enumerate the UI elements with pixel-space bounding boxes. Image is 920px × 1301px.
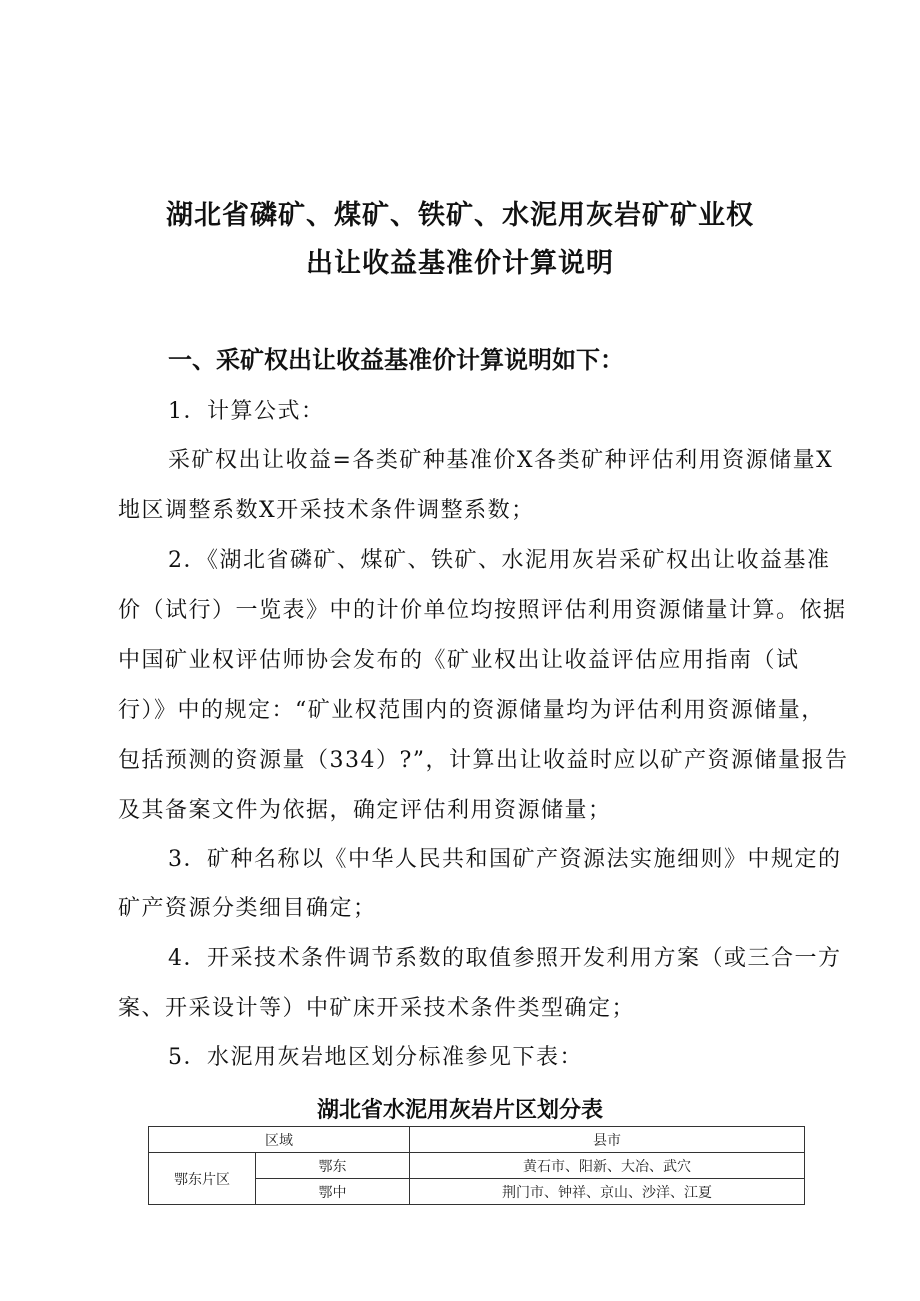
region-table xyxy=(148,1126,805,1205)
county-cell: 黄石市、阳新、大冶、武穴 xyxy=(410,1153,805,1179)
paragraph-line: 中国矿业权评估师协会发布的《矿业权出让收益评估应用指南（试 xyxy=(118,648,800,673)
paragraph-line: 5．水泥用灰岩地区划分标准参见下表： xyxy=(168,1045,583,1070)
table-row xyxy=(149,1153,805,1179)
header-region: 区域 xyxy=(149,1127,410,1153)
paragraph-line: 包括预测的资源量（334）?”，计算出让收益时应以矿产资源储量报告 xyxy=(118,748,849,773)
paragraph-line: 1．计算公式： xyxy=(168,399,325,424)
group-cell: 鄂东片区 xyxy=(149,1153,256,1205)
title-line-1: 湖北省磷矿、煤矿、铁矿、水泥用灰岩矿矿业权 xyxy=(166,200,754,231)
paragraph-line: 2．《湖北省磷矿、煤矿、铁矿、水泥用灰岩采矿权出让收益基准 xyxy=(168,548,831,573)
table-title: 湖北省水泥用灰岩片区划分表 xyxy=(316,1098,603,1123)
title-line-2: 出让收益基准价计算说明 xyxy=(306,248,614,279)
paragraph-line: 行）》中的规定：“矿业权范围内的资源储量均为评估利用资源储量， xyxy=(118,698,825,723)
paragraph-line: 矿产资源分类细目确定； xyxy=(118,896,377,921)
paragraph-line: 4．开采技术条件调节系数的取值参照开发利用方案（或三合一方 xyxy=(168,946,842,971)
paragraph-line: 3．矿种名称以《中华人民共和国矿产资源法实施细则》中规定的 xyxy=(168,847,842,872)
paragraph-line: 采矿权出让收益=各类矿种基准价X各类矿种评估利用资源储量X xyxy=(168,448,834,473)
table-header-row xyxy=(149,1127,805,1153)
subregion-cell: 鄂中 xyxy=(256,1179,410,1205)
subregion-cell: 鄂东 xyxy=(256,1153,410,1179)
header-county: 县市 xyxy=(410,1127,805,1153)
county-cell: 荆门市、钟祥、京山、沙洋、江夏 xyxy=(410,1179,805,1205)
section-heading: 一、采矿权出让收益基准价计算说明如下： xyxy=(168,346,624,374)
paragraph-line: 及其备案文件为依据，确定评估利用资源储量； xyxy=(118,798,612,823)
paragraph-line: 价（试行）一览表》中的计价单位均按照评估利用资源储量计算。依据 xyxy=(118,598,847,623)
paragraph-line: 地区调整系数X开采技术条件调整系数； xyxy=(118,498,535,523)
paragraph-line: 案、开采设计等）中矿床开采技术条件类型确定； xyxy=(118,996,636,1021)
